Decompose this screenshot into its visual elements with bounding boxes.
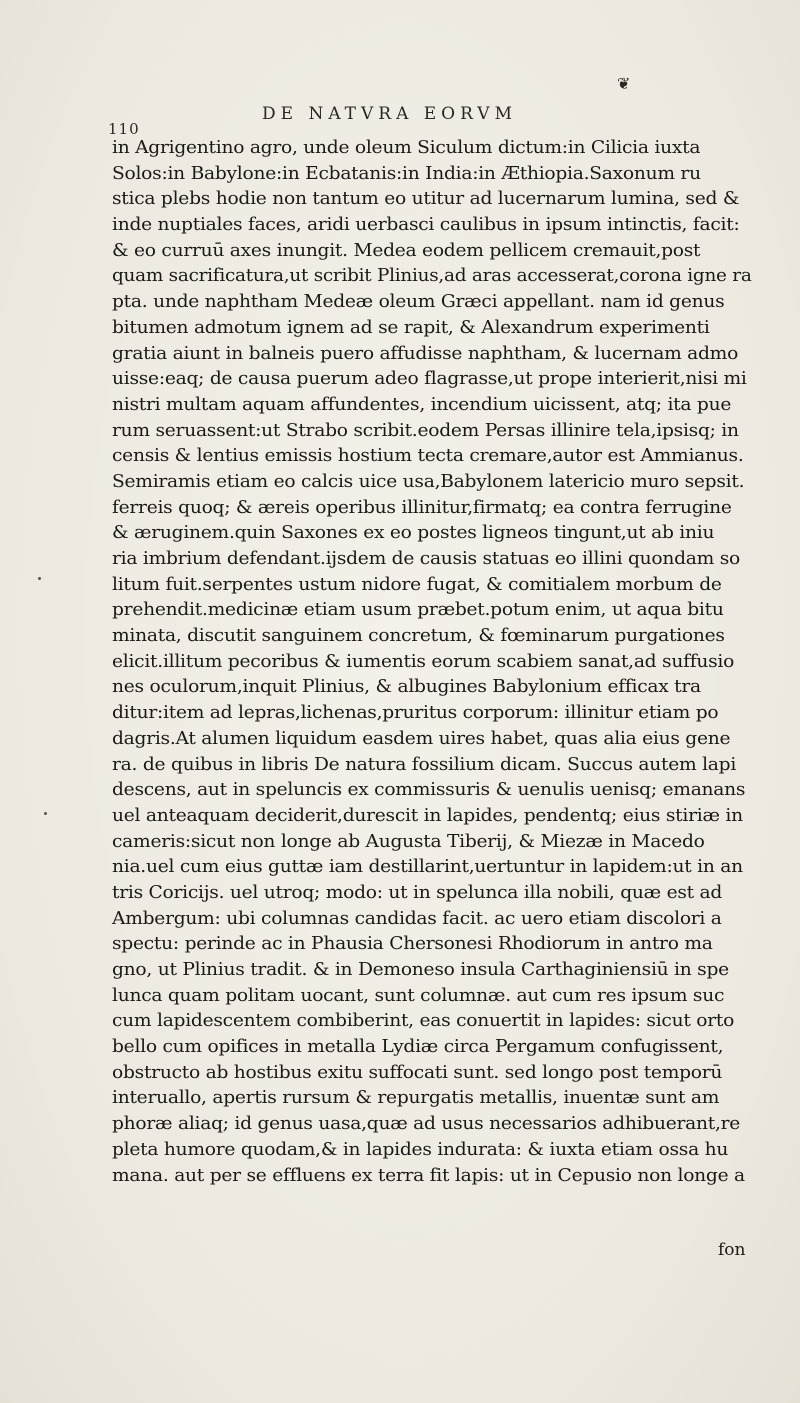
- printer-ornament: ❦: [617, 74, 631, 93]
- text-line: ferreis quoq; & æreis operibus illinitur,firmatq; ea contra ferrugine: [112, 497, 732, 518]
- text-line: elicit.illitum pecoribus & iumentis eorum scabiem sanat,ad suffusio: [112, 651, 735, 672]
- text-line: bello cum opifices in metalla Lydiæ circa Pergamum confugissent,: [112, 1037, 724, 1058]
- text-line: rum seruassent:ut Strabo scribit.eodem Persas illinire tela,ipsisq; in: [112, 420, 739, 441]
- body-text: [112, 136, 752, 1189]
- text-line: lunca quam politam uocant, sunt columnæ. aut cum res ipsum suc: [112, 985, 725, 1006]
- text-line: ditur:item ad lepras,lichenas,pruritus corporum: illinitur etiam po: [112, 703, 719, 724]
- text-line: inde nuptiales faces, aridi uerbasci caulibus in ipsum intinctis, facit:: [112, 215, 740, 236]
- text-line: uisse:eaq; de causa puerum adeo flagrasse,ut prope interierit,nisi mi: [112, 369, 747, 390]
- text-line: obstructo ab hostibus exitu suffocati sunt. sed longo post temporū: [112, 1062, 723, 1083]
- text-line: descens, aut in speluncis ex commissuris & uenulis uenisq; emanans: [112, 780, 746, 801]
- text-line: & æruginem.quin Saxones ex eo postes ligneos tingunt,ut ab iniu: [112, 523, 715, 544]
- text-line: pleta humore quodam,& in lapides indurata: & iuxta etiam ossa hu: [112, 1139, 729, 1160]
- text-line: ria imbrium defendant.ijsdem de causis statuas eo illini quondam so: [112, 549, 741, 569]
- text-line: gratia aiunt in balneis puero affudisse naphtham, & lucernam admo: [112, 343, 739, 364]
- text-line: interuallo, apertis rursum & repurgatis metallis, inuentæ sunt am: [112, 1088, 720, 1109]
- text-line: ra. de quibus in libris De natura fossilium dicam. Succus autem lapi: [112, 754, 737, 775]
- text-line: Ambergum: ubi columnas candidas facit. ac uero etiam discolori a: [112, 908, 722, 929]
- text-line: censis & lentius emissis hostium tecta cremare,autor est Ammianus.: [112, 446, 744, 467]
- page-number: 110: [108, 120, 140, 138]
- text-line: tris Coricijs. uel utroq; modo: ut in spelunca illa nobili, quæ est ad: [112, 882, 723, 903]
- text-line: Solos:in Babylone:in Ecbatanis:in India:in Æthiopia.Saxonum ru: [112, 163, 701, 184]
- text-line: litum fuit.serpentes ustum nidore fugat, & comitialem morbum de: [112, 574, 722, 595]
- text-line: stica plebs hodie non tantum eo utitur ad lucernarum lumina, sed &: [112, 189, 740, 210]
- text-line: nia.uel cum eius guttæ iam destillarint,uertuntur in lapidem:ut in an: [112, 857, 743, 878]
- text-line: cum lapidescentem combiberint, eas conuertit in lapides: sicut orto: [112, 1011, 735, 1032]
- margin-speck: [44, 812, 47, 815]
- text-line: nistri multam aquam affundentes, incendium uicissent, atq; ita pue: [112, 394, 732, 415]
- text-line: & eo curruū axes inungit. Medea eodem pellicem cremauit,post: [112, 240, 701, 261]
- text-line: in Agrigentino agro, unde oleum Siculum dictum:in Cilicia iuxta: [112, 138, 701, 158]
- text-line: uel anteaquam deciderit,durescit in lapides, pendentq; eius stiriæ in: [112, 805, 743, 826]
- text-line: pta. unde naphtham Medeæ oleum Græci appellant. nam id genus: [112, 292, 725, 313]
- text-line: spectu: perinde ac in Phausia Chersonesi Rhodiorum in antro ma: [112, 934, 713, 955]
- text-line: prehendit.medicinæ etiam usum præbet.potum enim, ut aqua bitu: [112, 600, 724, 621]
- text-line: Semiramis etiam eo calcis uice usa,Babylonem latericio muro sepsit.: [112, 471, 745, 492]
- text-line: phoræ aliaq; id genus uasa,quæ ad usus necessarios adhibuerant,re: [112, 1114, 741, 1135]
- text-line: quam sacrificatura,ut scribit Plinius,ad aras accesserat,corona igne ra: [112, 266, 752, 287]
- catchword: fon: [718, 1240, 746, 1260]
- text-line: nes oculorum,inquit Plinius, & albugines Babylonium efficax tra: [112, 677, 701, 698]
- text-line: cameris:sicut non longe ab Augusta Tiberij, & Miezæ in Macedo: [112, 831, 705, 852]
- text-line: mana. aut per se effluens ex terra fit lapis: ut in Cepusio non longe a: [112, 1165, 745, 1186]
- text-line: bitumen admotum ignem ad se rapit, & Alexandrum experimenti: [112, 317, 710, 338]
- text-line: dagris.At alumen liquidum easdem uires habet, quas alia eius gene: [112, 728, 731, 749]
- text-line: gno, ut Plinius tradit. & in Demoneso insula Carthaginiensiū in spe: [112, 960, 729, 980]
- text-line: minata, discutit sanguinem concretum, & fœminarum purgationes: [112, 626, 725, 647]
- margin-speck: [38, 577, 41, 580]
- running-head: DE NATVRA EORVM: [262, 104, 517, 124]
